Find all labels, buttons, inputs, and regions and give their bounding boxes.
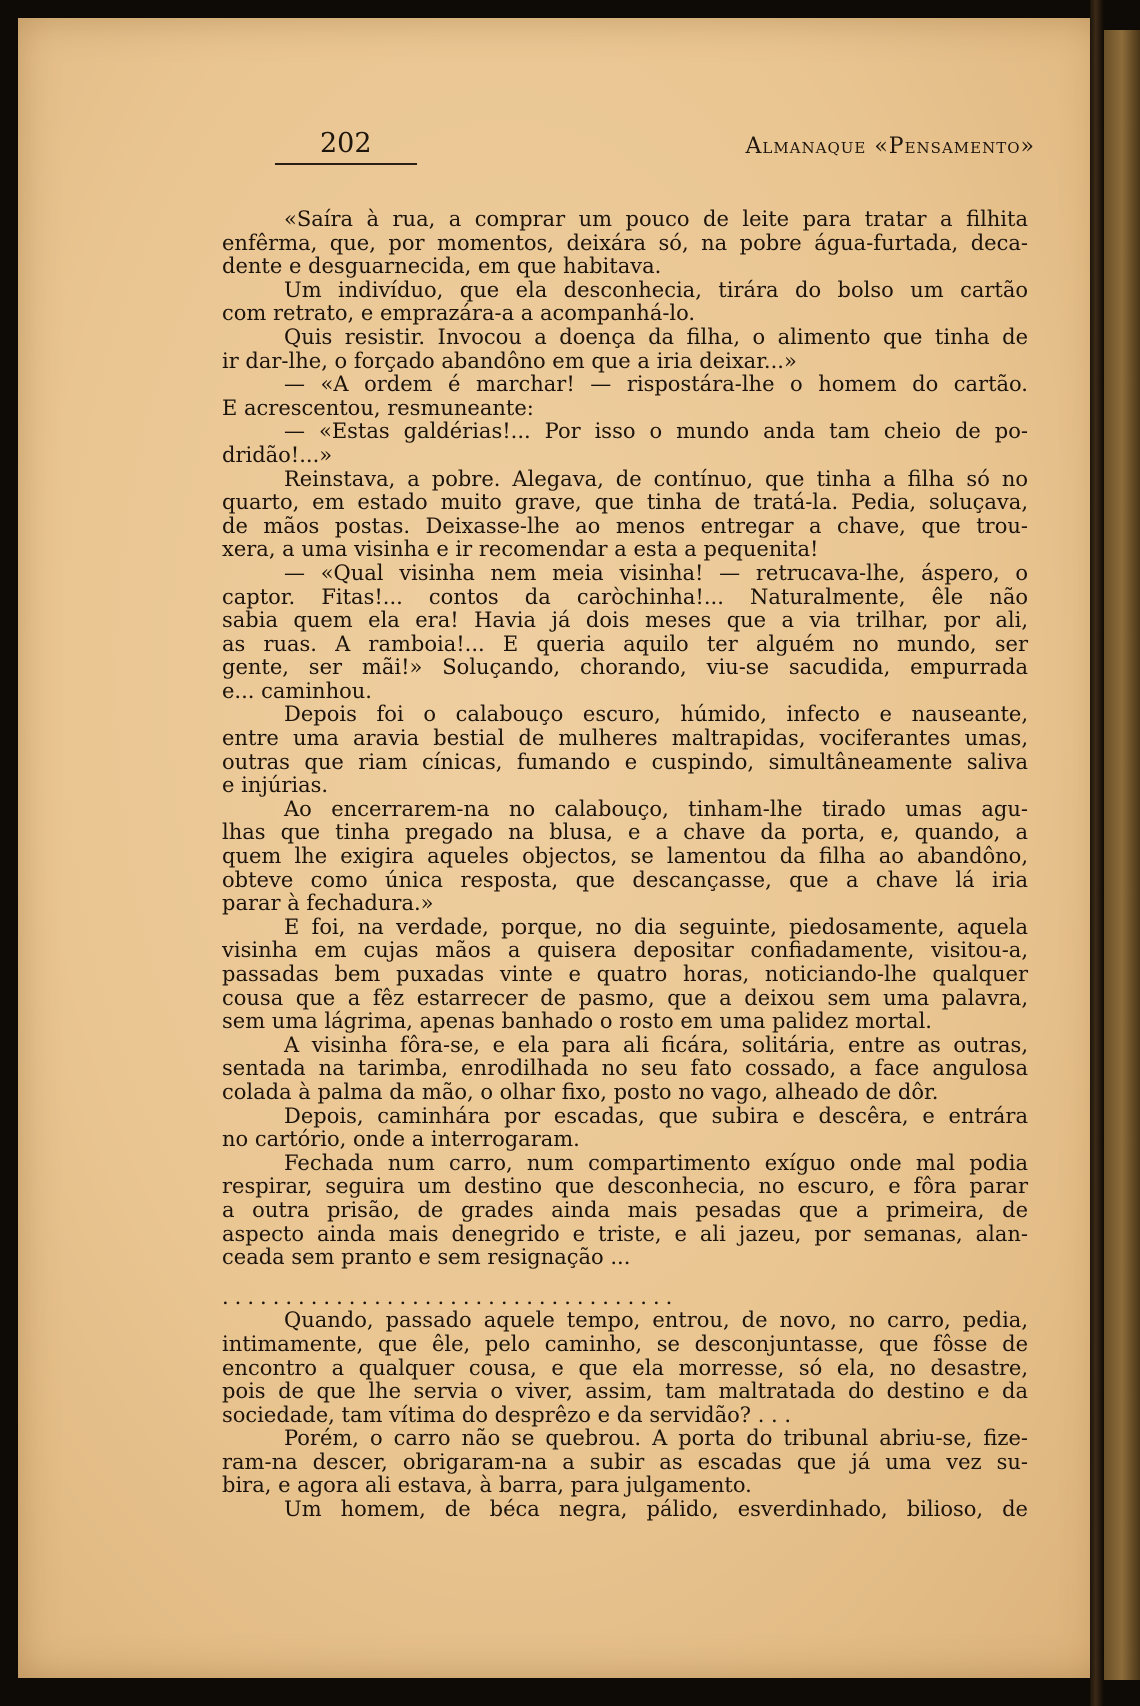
text-line: com retrato, e emprazára-a a acompanhá-lo. — [222, 301, 696, 326]
text-line: Ao encerrarem-na no calabouço, tinham-lhe tirado umas agu- — [284, 796, 1028, 821]
text-line: Depois, caminhára por escadas, que subira e descêra, e entrára — [284, 1103, 1028, 1128]
text-line: e... caminhou. — [222, 678, 372, 703]
text-line: — «Estas galdérias!... Por isso o mundo anda tam cheio de po- — [284, 419, 1028, 444]
text-line: gente, ser mãi!» Soluçando, chorando, viu-se sacudida, empurrada — [222, 655, 1028, 680]
text-line: Porém, o carro não se quebrou. A porta do tribunal abriu-se, fize- — [284, 1426, 1028, 1451]
text-line: sentada na tarimba, enrodilhada no seu fato cossado, a face angulosa — [222, 1056, 1028, 1081]
text-line: A visinha fôra-se, e ela para ali ficára, solitária, entre as outras, — [284, 1032, 1028, 1057]
text-line: no cartório, onde a interrogaram. — [222, 1127, 580, 1152]
text-line: captor. Fitas!... contos da caròchinha!... Naturalmente, êle não — [222, 584, 1028, 609]
page-header — [275, 128, 1035, 168]
next-page-edge — [1104, 30, 1140, 1680]
text-line: as ruas. A ramboia!... E queria aquilo ter alguém no mundo, ser — [222, 631, 1028, 656]
text-line: dridão!...» — [222, 442, 333, 467]
text-line: pois de que lhe servia o viver, assim, tam maltratada do destino e da — [222, 1379, 1028, 1404]
text-line: dente e desguarnecida, em que habitava. — [222, 254, 662, 279]
text-line: — «A ordem é marchar! — rispostára-lhe o homem do cartão. — [284, 372, 1028, 397]
text-line: lhas que tinha pregado na blusa, e a chave da porta, e, quando, a — [222, 820, 1028, 845]
text-line: cousa que a fêz estarrecer de pasmo, que a deixou sem uma palavra, — [222, 985, 1028, 1010]
text-line: Um indivíduo, que ela desconhecia, tirára do bolso um cartão — [284, 277, 1028, 302]
text-line: e injúrias. — [222, 773, 329, 798]
text-line: Um homem, de béca negra, pálido, esverdinhado, bilioso, de — [284, 1497, 1028, 1522]
body-text — [222, 208, 1028, 1522]
text-line: respirar, seguira um destino que desconhecia, no escuro, e fôra parar — [222, 1174, 1028, 1199]
text-line: Reinstava, a pobre. Alegava, de contínuo, que tinha a filha só no — [284, 466, 1028, 491]
text-line: — «Qual visinha nem meia visinha! — retrucava-lhe, áspero, o — [284, 560, 1028, 585]
text-line: entre uma aravia bestial de mulheres maltrapidas, vociferantes umas, — [222, 726, 1028, 751]
text-line: «Saíra à rua, a comprar um pouco de leite para tratar a filhita — [284, 207, 1028, 231]
text-line: ram-na descer, obrigaram-na a subir as escadas que já uma vez su- — [222, 1449, 1028, 1474]
text-line: quarto, em estado muito grave, que tinha de tratá-la. Pedia, soluçava, — [222, 490, 1028, 515]
text-line: sem uma lágrima, apenas banhado o rosto em uma palidez mortal. — [222, 1009, 932, 1034]
text-line: outras que riam cínicas, fumando e cuspindo, simultâneamente saliva — [222, 749, 1028, 774]
text-line: Fechada num carro, num compartimento exíguo onde mal podia — [284, 1150, 1028, 1175]
running-title: Almanaque «Pensamento» — [745, 134, 1035, 159]
text-line: colada à palma da mão, o olhar fixo, posto no vago, alheado de dôr. — [222, 1079, 939, 1104]
text-line: passadas bem puxadas vinte e quatro horas, noticiando-lhe qualquer — [222, 962, 1028, 986]
text-line: quem lhe exigira aqueles objectos, se lamentou da filha ao abandôno, — [222, 844, 1028, 869]
text-line: ir dar-lhe, o forçado abandôno em que a iria deixar...» — [222, 348, 797, 373]
text-line: Quis resistir. Invocou a doença da filha, o alimento que tinha de — [284, 324, 1028, 349]
book-spine — [1090, 0, 1104, 1706]
text-line: Depois foi o calabouço escuro, húmido, infecto e nauseante, — [284, 702, 1028, 727]
page-number: 202 — [320, 128, 372, 159]
text-line: a outra prisão, de grades ainda mais pesadas que a primeira, de — [222, 1197, 1028, 1222]
text-line: obteve como única resposta, que descançasse, que a chave lá iria — [222, 867, 1028, 892]
text-line: aspecto ainda mais denegrido e triste, e ali jazeu, por semanas, alan- — [222, 1221, 1028, 1246]
text-line: Quando, passado aquele tempo, entrou, de novo, no carro, pedia, — [284, 1308, 1028, 1333]
page-number-rule — [275, 163, 417, 165]
text-line: sabia quem ela era! Havia já dois meses que a via trilhar, por ali, — [222, 608, 1028, 633]
text-line: bira, e agora ali estava, à barra, para julgamento. — [222, 1473, 752, 1498]
text-line: enfêrma, que, por momentos, deixára só, na pobre água-furtada, deca- — [222, 230, 1028, 255]
text-line: visinha em cujas mãos a quisera depositar confiadamente, visitou-a, — [222, 938, 1028, 963]
text-line: intimamente, que êle, pelo caminho, se desconjuntasse, que fôsse de — [222, 1331, 1028, 1356]
text-line: de mãos postas. Deixasse-lhe ao menos entregar a chave, que trou- — [222, 513, 1028, 538]
text-line: parar à fechadura.» — [222, 891, 434, 916]
text-line: encontro a qualquer cousa, e que ela morresse, só ela, no desastre, — [222, 1355, 1028, 1380]
text-line: E foi, na verdade, porque, no dia seguinte, piedosamente, aquela — [284, 914, 1028, 939]
text-line: xera, a uma visinha e ir recomendar a esta a pequenita! — [222, 537, 819, 562]
text-line: E acrescentou, resmuneante: — [222, 395, 534, 420]
text-line: sociedade, tam vítima do desprêzo e da servidão? . . . — [222, 1402, 792, 1427]
section-break-dots: .................................... — [222, 1284, 679, 1309]
text-line: ceada sem pranto e sem resignação ... — [222, 1245, 631, 1270]
